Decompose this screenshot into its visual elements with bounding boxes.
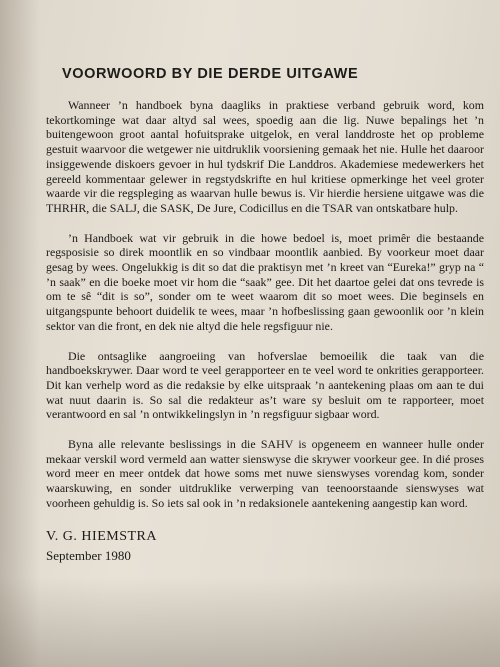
page-shadow-bottom xyxy=(0,577,500,667)
paragraph-4: Byna alle relevante beslissings in die SAHV is opgeneem en wanneer hulle onder mekaar verskil word vermeld aan watter sienswyse die skrywer voorkeur gee. In dié proses word meer en meer ontdek dat howe soms met nuwe sienswyses vorendag kom, sonder waarskuwing, en sonder uitdruklike verwerping van teenoorstaande sienswyses wat voorheen gehuldig is. So iets sal ook in ’n redaksionele aantekening aangestip kan word. xyxy=(46,437,484,510)
paragraph-3: Die ontsaglike aangroeiing van hofverslae bemoeilik die taak van die handboekskrywer. Daar word te veel gerapporteer en te veel word te onkrities gerapporteer. Dit kan verhelp word as die redaksie by elke uitspraak ’n aantekening plaas om aan te dui wat nuut daarin is. So sal die redakteur as’t ware sy besluit om te rapporteer, moet verantwoord en sal ’n ontwikkelingslyn in ’n regsfiguur sigbaar word. xyxy=(46,348,484,422)
signature-date: September 1980 xyxy=(46,547,131,563)
page-content xyxy=(46,66,484,564)
author-signature: V. G. HIEMSTRA xyxy=(46,528,157,544)
page-shadow-left xyxy=(0,0,40,667)
page-title: VOORWOORD BY DIE DERDE UITGAWE xyxy=(62,66,359,82)
paragraph-2: ’n Handboek wat vir gebruik in die howe bedoel is, moet primêr die bestaande regsposisie so direk moontlik en so vindbaar moontlik aanbied. By voorkeur moet daar gesag by wees. Ongelukkig is dit so dat die praktisyn met ’n kreet van “Eureka!” gryp na “ ’n saak” en die boeke moet vir hom die “saak” gee. Dit het daartoe gelei dat ons tevrede is om te sê “dit is so”, sonder om te weet waarom dit so moet wees. Die beginsels en uitgangspunte behoort duidelik te wees, maar ’n hofbeslissing gaan gewoonlik oor ’n klein sektor van die front, en dek nie altyd die hele regsfiguur nie. xyxy=(46,230,484,333)
paragraph-1: Wanneer ’n handboek byna daagliks in praktiese verband gebruik word, kom tekortkominge wat daar altyd sal wees, spoedig aan die lig. Nuwe bepalings het ’n buitengewoon groot aantal hofuitsprake uitgelok, en veral landdroste het op probleme gestuit waarvoor die wetgewer nie uitdruklik voorsiening gemaak het nie. Hulle het daaroor insiggewende diskoers gevoer in hul tydskrif Die Landdros. Akademiese medewerkers het gereeld kommentaar gelewer in regstydskrifte en hul kritiese opmerkinge het veel groter waarde vir die regspleging as waarvan hulle bewus is. Vir hierdie hersiene uitgawe was die THRHR, die SALJ, die SASK, De Jure, Codicillus en die TSAR van ontskatbare hulp. xyxy=(46,98,484,215)
